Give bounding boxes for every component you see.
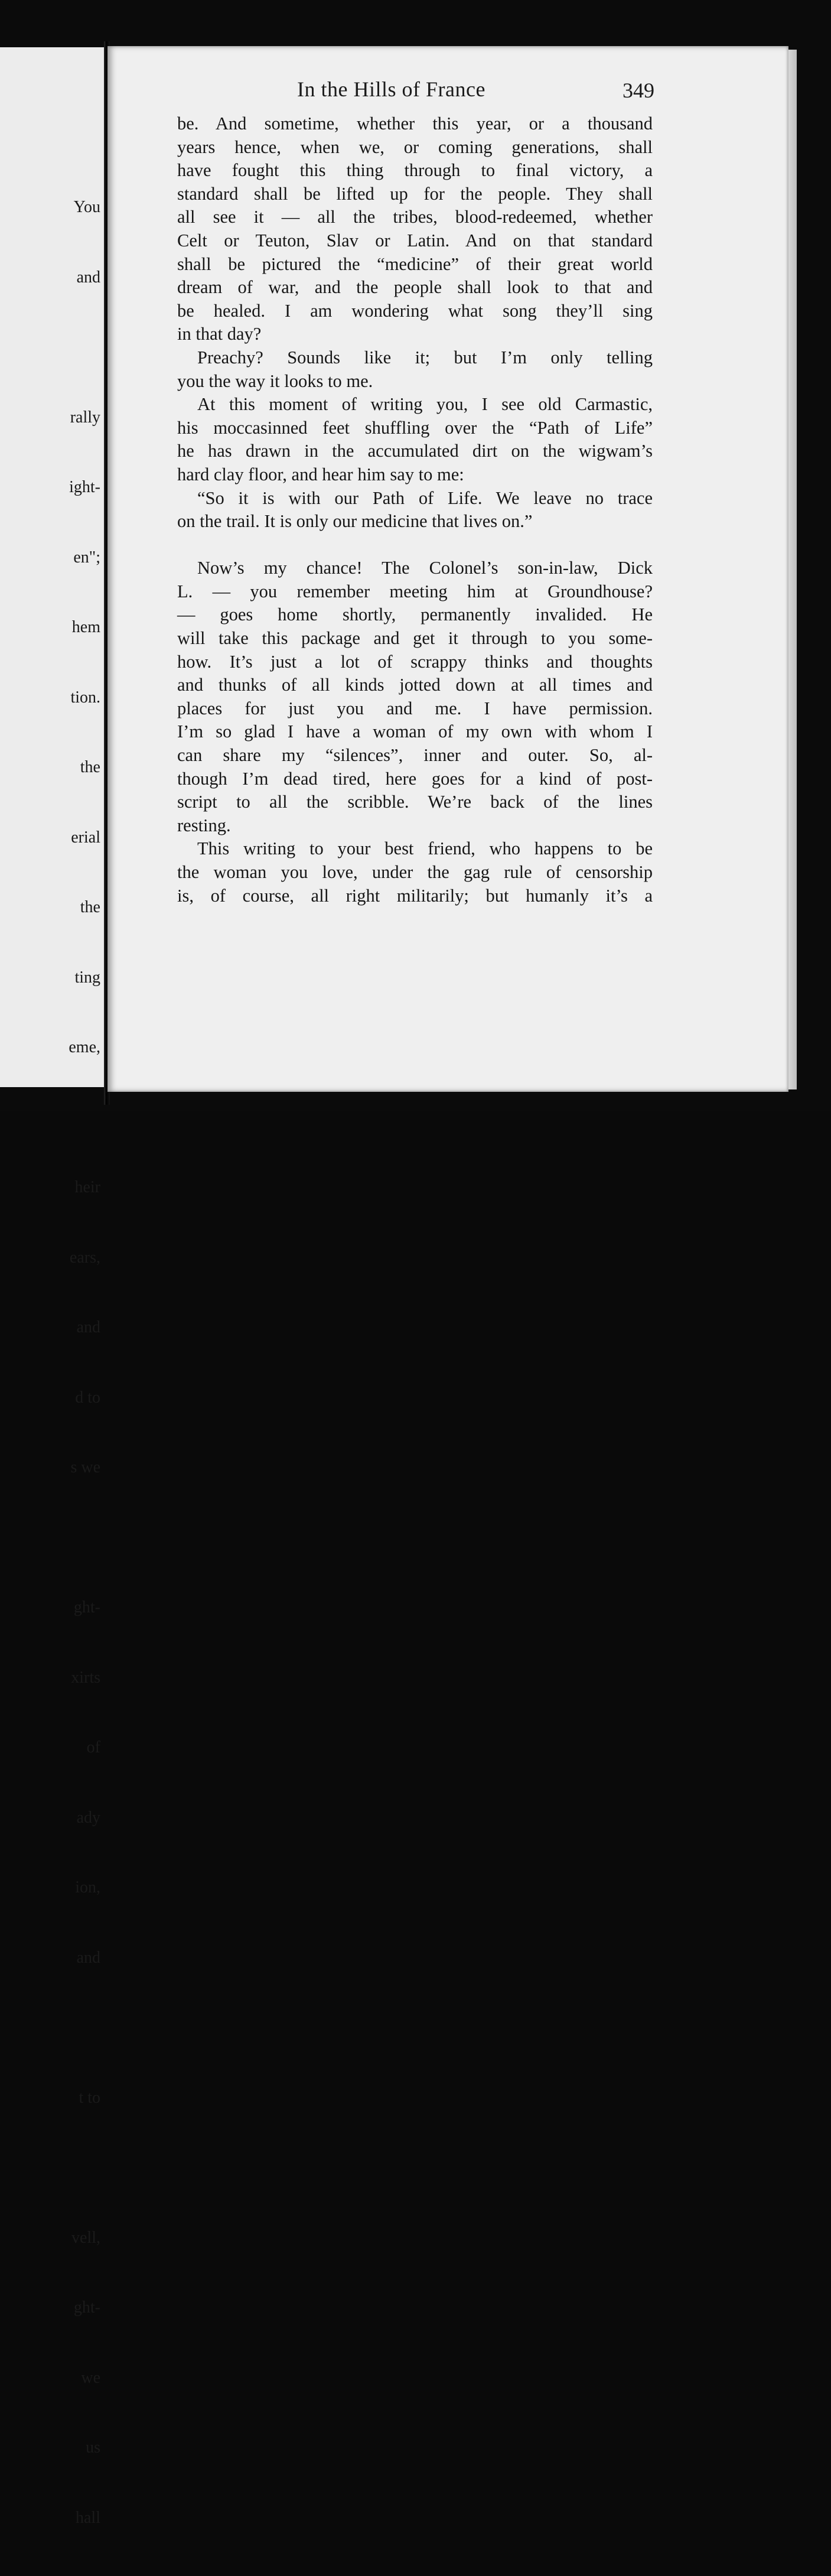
left-fragment: ght- bbox=[73, 2298, 100, 2317]
running-title: In the Hills of France bbox=[297, 77, 485, 101]
left-fragment: eme, bbox=[69, 1038, 100, 1056]
left-fragment: s we bbox=[70, 1458, 100, 1476]
left-fragment bbox=[69, 1526, 100, 1550]
text-line: the woman you love, under the gag rule of censorship bbox=[177, 862, 653, 882]
text-line: places for just you and me. I have permission. bbox=[177, 698, 653, 718]
text-line: L. — you remember meeting him at Groundhouse? bbox=[177, 581, 653, 601]
left-fragment: the bbox=[80, 758, 100, 776]
text-line: years hence, when we, or coming generations, shall bbox=[177, 136, 653, 157]
left-fragment: ady bbox=[76, 1808, 100, 1827]
text-line: will take this package and get it through to you some- bbox=[177, 628, 653, 649]
left-fragment bbox=[69, 2016, 100, 2040]
text-line: how. It’s just a lot of scrappy thinks and thoughts bbox=[177, 651, 653, 672]
text-line: At this moment of writing you, I see old Carmastic, bbox=[197, 394, 653, 415]
text-line: — goes home shortly, permanently invalided. He bbox=[177, 604, 653, 625]
left-fragment: en"; bbox=[73, 548, 100, 567]
left-fragment: us bbox=[86, 2438, 100, 2457]
left-fragment: heir bbox=[74, 1178, 100, 1196]
text-line: you the way it looks to me. bbox=[177, 370, 373, 391]
page-number: 349 bbox=[623, 79, 654, 102]
text-line: This writing to your best friend, who happens to be bbox=[197, 838, 653, 859]
left-fragment: and bbox=[76, 1948, 100, 1967]
left-fragment: and bbox=[76, 268, 100, 287]
text-line: standard shall be lifted up for the people. They shall bbox=[177, 183, 653, 204]
text-line: dream of war, and the people shall look to that and bbox=[177, 277, 653, 298]
text-line: Celt or Teuton, Slav or Latin. And on that standard bbox=[177, 230, 653, 251]
left-facing-page bbox=[0, 47, 105, 2527]
left-fragment: hem bbox=[71, 618, 100, 636]
left-fragment: of bbox=[86, 1738, 100, 1757]
left-fragment: tion. bbox=[70, 688, 100, 707]
section-break bbox=[177, 534, 653, 557]
text-line: and thunks of all kinds jotted down at all times and bbox=[177, 675, 653, 695]
text-line: can share my “silences”, inner and outer. So, al- bbox=[177, 745, 653, 766]
text-line: be healed. I am wondering what song they’ll sing bbox=[177, 300, 653, 321]
left-fragment: ears, bbox=[69, 1248, 100, 1267]
text-line: script to all the scribble. We’re back of the lines bbox=[177, 792, 653, 812]
left-fragment: ight- bbox=[69, 478, 100, 496]
left-fragment: You bbox=[73, 198, 100, 216]
text-line: “So it is with our Path of Life. We leave no trace bbox=[197, 487, 653, 508]
text-line: Now’s my chance! The Colonel’s son-in-law, Dick bbox=[197, 558, 653, 578]
left-page-text-fragments bbox=[69, 149, 100, 2576]
left-fragment: ting bbox=[74, 968, 100, 987]
text-line: his moccasinned feet shuffling over the “Path of Life” bbox=[177, 417, 653, 438]
left-fragment bbox=[69, 1106, 100, 1130]
text-line: in that day? bbox=[177, 324, 262, 344]
page-edge bbox=[788, 50, 797, 1089]
left-fragment: ion, bbox=[75, 1878, 100, 1897]
text-line: shall be pictured the “medicine” of their great world bbox=[177, 253, 653, 274]
text-line: be. And sometime, whether this year, or a thousand bbox=[177, 113, 653, 134]
left-fragment: vell, bbox=[71, 2228, 100, 2247]
left-fragment bbox=[69, 336, 100, 359]
left-fragment: rally bbox=[70, 408, 100, 427]
text-line: he has drawn in the accumulated dirt on the wigwam’s bbox=[177, 441, 653, 461]
left-fragment: erial bbox=[71, 828, 100, 847]
left-fragment: d to bbox=[75, 1388, 100, 1407]
left-fragment: the bbox=[80, 898, 100, 916]
text-line: I’m so glad I have a woman of my own with whom I bbox=[177, 721, 653, 742]
text-line: resting. bbox=[177, 815, 231, 835]
left-fragment: hall bbox=[76, 2508, 100, 2527]
left-fragment: we bbox=[81, 2368, 100, 2387]
left-fragment: ght- bbox=[73, 1598, 100, 1616]
text-line: hard clay floor, and hear him say to me: bbox=[177, 464, 464, 484]
text-line: is, of course, all right militarily; but humanly it’s a bbox=[177, 885, 653, 906]
body-text bbox=[177, 112, 653, 908]
left-fragment: xirts bbox=[71, 1668, 100, 1687]
left-fragment bbox=[69, 2156, 100, 2180]
text-line: on the trail. It is only our medicine that lives on.” bbox=[177, 511, 533, 532]
text-line: though I’m dead tired, here goes for a kind of post- bbox=[177, 768, 653, 789]
page-header bbox=[188, 77, 654, 103]
text-line: Preachy? Sounds like it; but I’m only telling bbox=[197, 347, 653, 367]
text-line: have fought this thing through to final victory, a bbox=[177, 160, 653, 181]
text-line: all see it — all the tribes, blood-redeemed, whether bbox=[177, 207, 653, 227]
left-fragment: t to bbox=[79, 2088, 100, 2107]
left-fragment: and bbox=[76, 1318, 100, 1336]
